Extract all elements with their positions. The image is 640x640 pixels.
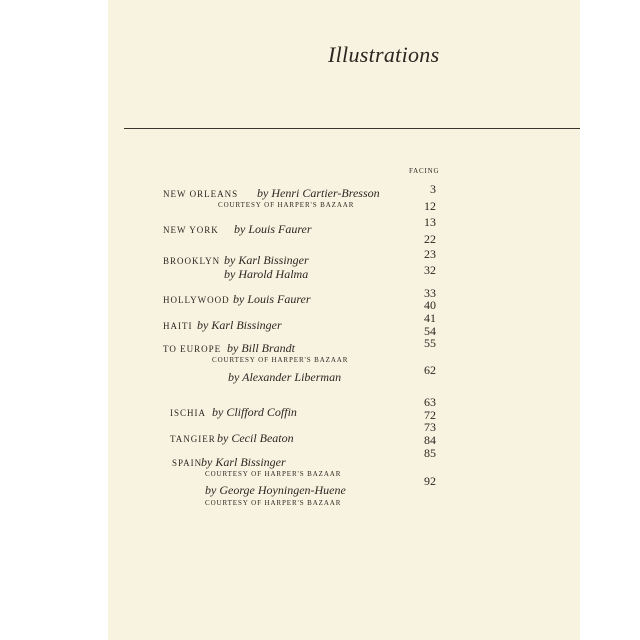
entry-photographer-secondary: by Alexander Liberman — [228, 370, 342, 384]
entry-photographer: by Henri Cartier-Bresson — [257, 186, 380, 200]
page-number: 54 — [424, 324, 436, 338]
page-number: 72 — [424, 408, 436, 422]
entry-credit-secondary: COURTESY OF HARPER'S BAZAAR — [205, 499, 342, 507]
entry-place: SPAIN — [172, 458, 203, 468]
entry-place: TO EUROPE — [163, 344, 222, 354]
page-title: Illustrations — [328, 42, 440, 67]
entry-photographer: by Karl Bissinger — [224, 253, 309, 267]
page-number: 33 — [424, 286, 436, 300]
entry-place: NEW ORLEANS — [163, 189, 239, 199]
entry-photographer-secondary: by Harold Halma — [224, 267, 309, 281]
entry-place: TANGIER — [170, 434, 216, 444]
page-number: 22 — [424, 232, 436, 246]
page-number: 92 — [424, 474, 436, 488]
page-number: 41 — [424, 311, 436, 325]
page-number: 63 — [424, 395, 436, 409]
page-number: 55 — [424, 336, 436, 350]
entry-credit: COURTESY OF HARPER'S BAZAAR — [212, 356, 349, 364]
entry-photographer-secondary: by George Hoyningen-Huene — [205, 483, 346, 497]
page-number: 23 — [424, 247, 436, 261]
page-number: 3 — [430, 182, 436, 196]
title-divider — [124, 128, 580, 129]
entry-place: NEW YORK — [163, 225, 219, 235]
page-number: 40 — [424, 298, 436, 312]
page-number: 84 — [424, 433, 436, 447]
page-number: 32 — [424, 263, 436, 277]
page-number: 62 — [424, 363, 436, 377]
entry-photographer: by Bill Brandt — [227, 341, 295, 355]
entry-photographer: by Karl Bissinger — [197, 318, 282, 332]
page-number: 12 — [424, 199, 436, 213]
entry-place: BROOKLYN — [163, 256, 221, 266]
entry-photographer: by Karl Bissinger — [201, 455, 286, 469]
page-number: 13 — [424, 215, 436, 229]
page-number: 73 — [424, 420, 436, 434]
entry-photographer: by Clifford Coffin — [212, 405, 297, 419]
entry-photographer: by Louis Faurer — [233, 292, 311, 306]
entry-credit: COURTESY OF HARPER'S BAZAAR — [205, 470, 342, 478]
entry-credit: COURTESY OF HARPER'S BAZAAR — [218, 201, 355, 209]
facing-column-header: FACING — [409, 167, 440, 175]
entry-place: HAITI — [163, 321, 193, 331]
entry-place: HOLLYWOOD — [163, 295, 230, 305]
book-page — [108, 0, 580, 640]
entry-photographer: by Cecil Beaton — [217, 431, 294, 445]
entry-place: ISCHIA — [170, 408, 207, 418]
page-number: 85 — [424, 446, 436, 460]
entry-photographer: by Louis Faurer — [234, 222, 312, 236]
